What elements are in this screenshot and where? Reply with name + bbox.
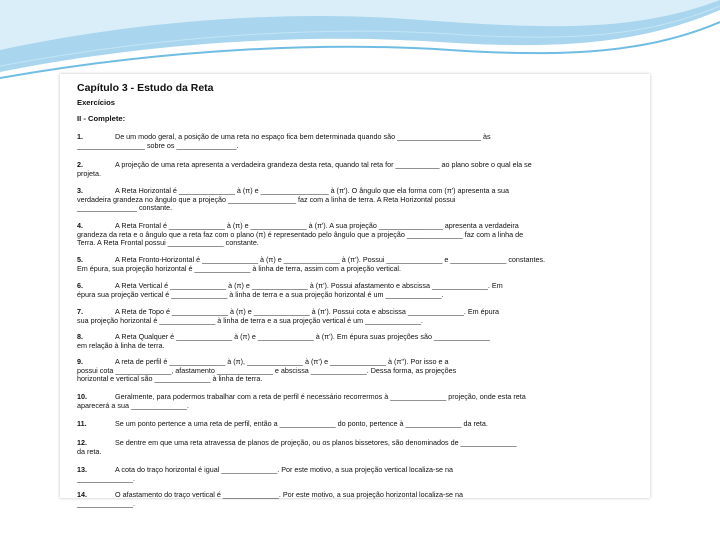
exercise-number: 1.: [77, 132, 83, 141]
exercise-number: 2.: [77, 160, 83, 169]
exercise-text-line: A projeção de uma reta apresenta a verdadeira grandeza desta reta, quando tal reta for ___________ ao plano sobre o qual ela se: [115, 160, 532, 169]
exercise-text-line: _______________ constante.: [77, 203, 173, 213]
decorative-wave-header: [0, 0, 720, 80]
exercise-text-line: ______________.: [77, 498, 135, 508]
exercise-text-line: A Reta de Topo é ______________ à (π) e ______________ à (π'). Possui cota e abscissa ______________. Em épura: [115, 307, 499, 316]
exercise-text-line: verdadeira grandeza no ângulo que a projeção _________________ faz com a linha de terra. A Reta Horizontal possui: [77, 194, 456, 204]
exercise-number: 8.: [77, 332, 83, 341]
exercise-number: 5.: [77, 255, 83, 264]
exercise-text-line: O afastamento do traço vertical é ______________. Por este motivo, a sua projeção horizontal localiza-se na: [115, 490, 464, 499]
exercise-number: 4.: [77, 221, 83, 230]
exercise-text-line: A Reta Frontal é ______________ à (π) e ______________ à (π'). A sua projeção ________________ apresenta a verdadeira: [115, 221, 519, 230]
document-title: Capítulo 3 - Estudo da Reta: [77, 82, 214, 94]
exercise-text-line: A cota do traço horizontal é igual ______________. Por este motivo, a sua projeção vertical localiza-se na: [115, 465, 454, 474]
exercise-text-line: em relação à linha de terra.: [77, 340, 165, 350]
exercise-text-line: épura sua projeção vertical é ______________ à linha de terra e a sua projeção horizontal é um ______________.: [77, 289, 444, 299]
exercise-text-line: ______________.: [77, 473, 135, 483]
exercise-text-line: A Reta Fronto-Horizontal é ______________ à (π) e ______________ à (π'). Possui ______________ e ______________ constantes.: [115, 255, 546, 264]
exercise-text-line: A reta de perfil é ______________ à (π), ______________ à (π') e ______________ à (π''). Por isso e a: [115, 357, 449, 366]
exercise-number: 6.: [77, 281, 83, 290]
exercise-text-line: Geralmente, para podermos trabalhar com a reta de perfil é necessário recorrermos à ______________ projeção, onde esta reta: [115, 392, 526, 401]
exercise-number: 7.: [77, 307, 83, 316]
exercise-text-line: A Reta Vertical é ______________ à (π) e ______________ à (π'). Possui afastamento e abscissa ______________. Em: [115, 281, 503, 290]
exercise-number: 10.: [77, 392, 87, 401]
exercise-number: 11.: [77, 419, 87, 428]
exercise-text-line: aparecerá a sua ______________.: [77, 400, 189, 410]
exercise-text-line: projeta.: [77, 168, 101, 178]
exercise-text-line: horizontal e vertical são ______________ à linha de terra.: [77, 374, 263, 384]
exercise-text-line: Se um ponto pertence a uma reta de perfil, então a ______________ do ponto, pertence à ______________ da reta.: [115, 419, 488, 428]
exercise-text-line: da reta.: [77, 446, 102, 456]
exercise-text-line: grandeza da reta e o ângulo que a reta faz com o plano (π) é representado pelo ângulo que a projeção ______________ faz com a linha de: [77, 229, 524, 239]
exercise-text-line: sua projeção horizontal é ______________ à linha de terra e a sua projeção vertical é um ______________.: [77, 315, 424, 325]
exercise-text-line: Terra. A Reta Frontal possui ______________ constante.: [77, 238, 259, 248]
subsection-heading: II - Complete:: [77, 114, 126, 123]
exercise-text-line: A Reta Horizontal é ______________ à (π) e _________________ à (π'). O ângulo que ela forma com (π') apresenta a sua: [115, 186, 510, 195]
exercise-text-line: De um modo geral, a posição de uma reta no espaço fica bem determinada quando são _____________________ às: [115, 132, 491, 141]
exercise-number: 9.: [77, 357, 83, 366]
exercise-text-line: Se dentre em que uma reta atravessa de planos de projeção, ou os planos bissetores, são denominados de ______________: [115, 438, 517, 447]
section-heading: Exercícios: [77, 98, 115, 107]
document-page: [60, 74, 650, 508]
exercise-text-line: possui cota ______________, afastamento ______________ e abscissa ______________. Dessa forma, as projeções: [77, 365, 457, 375]
exercise-text-line: A Reta Qualquer é ______________ à (π) e ______________ à (π'). Em épura suas projeções são ______________: [115, 332, 490, 341]
exercise-text-line: _________________ sobre os _______________.: [77, 140, 239, 150]
exercise-number: 14.: [77, 490, 87, 499]
exercise-text-line: Em épura, sua projeção horizontal é ______________ à linha de terra, assim com a projeção vertical.: [77, 263, 402, 273]
exercise-number: 3.: [77, 186, 83, 195]
exercise-number: 12.: [77, 438, 87, 447]
exercise-number: 13.: [77, 465, 87, 474]
